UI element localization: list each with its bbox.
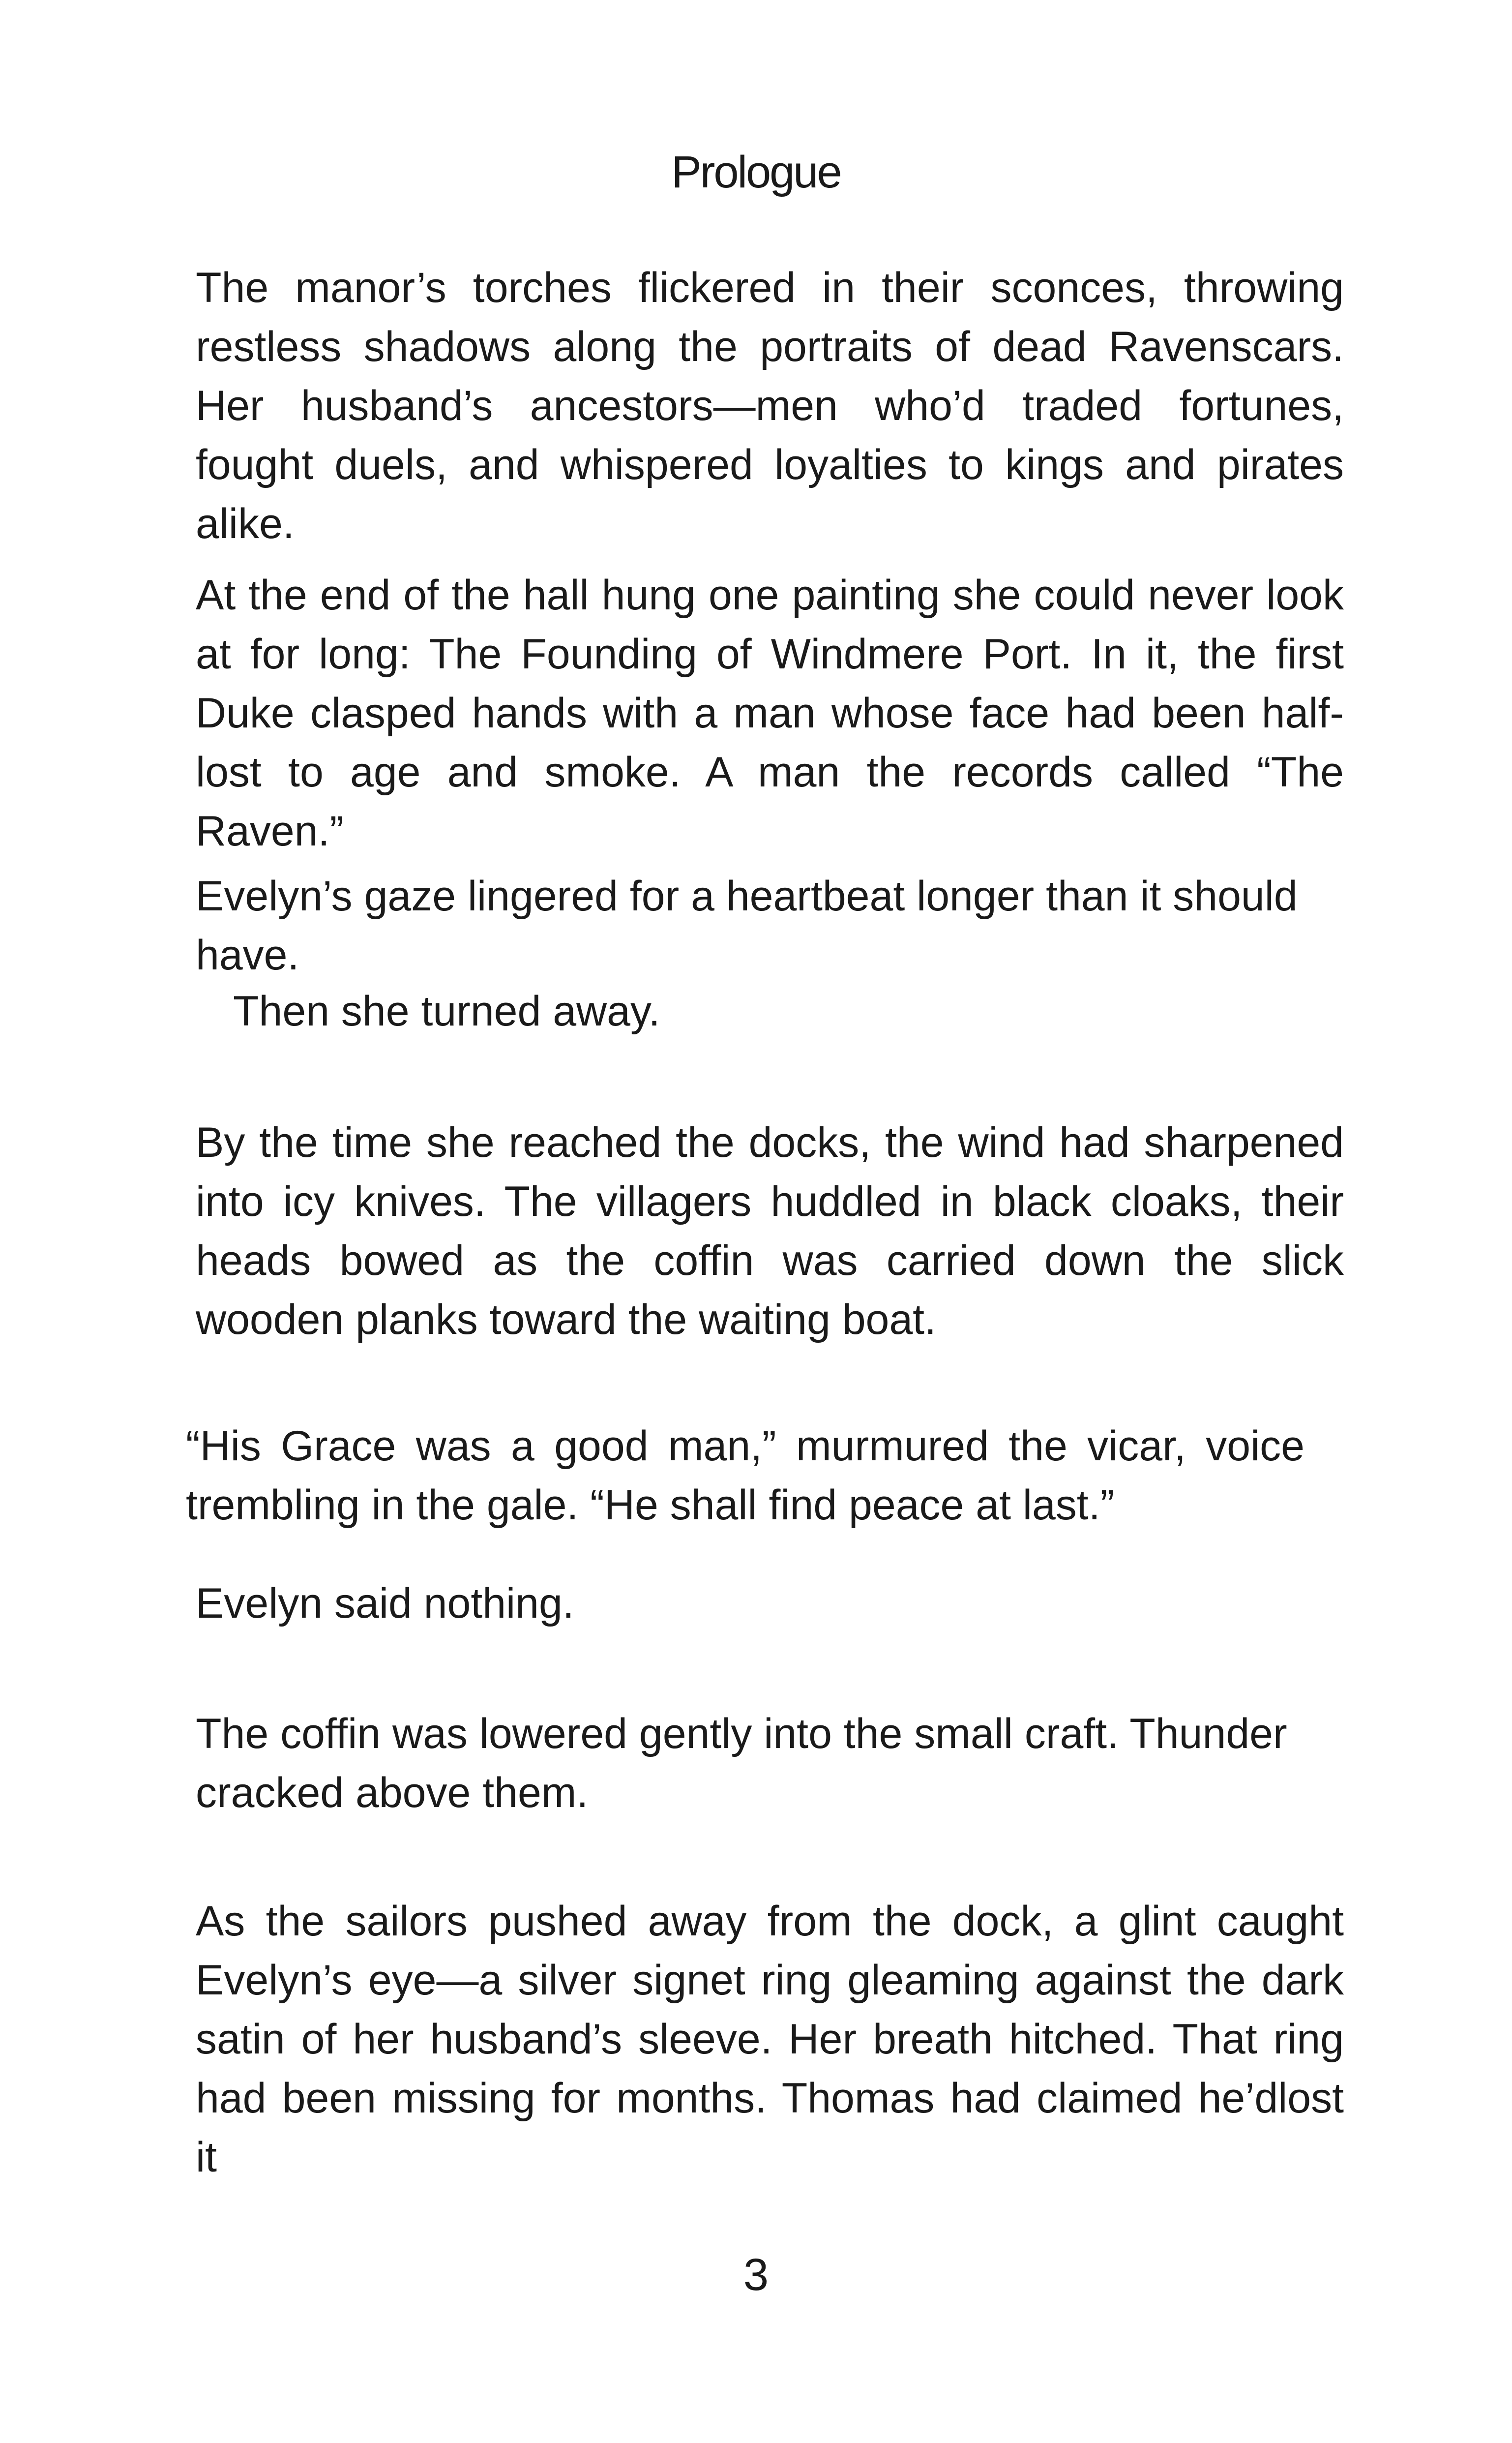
paragraph-docks: By the time she reached the docks, the wind had sharpened into icy knives. The villagers huddled in black cloaks, their heads bowed as the coffin was carried down the slick wooden planks toward the waiting boat. [196, 1119, 1344, 1343]
chapter-heading: Prologue [671, 147, 841, 197]
paragraph-said-nothing: Evelyn said nothing. [196, 1580, 574, 1627]
paragraph-evelyn-gaze: Evelyn’s gaze lingered for a heartbeat longer than it should have. [196, 873, 1298, 979]
paragraph-signet-ring: As the sailors pushed away from the dock, a glint caught Evelyn’s eye—a silver signet ring gleaming against the dark satin of her husband’s sleeve. Her breath hitched. That ring had been missing for months. Thomas had claimed he’dlost it [196, 1898, 1344, 2181]
page-number: 3 [743, 2250, 769, 2300]
paragraph-coffin-lowered: The coffin was lowered gently into the small craft. Thunder cracked above them. [196, 1710, 1287, 1816]
paragraph-manor-torches: The manor’s torches flickered in their sconces, throwing restless shadows along the portraits of dead Ravenscars. Her husband’s ancestors—men who’d traded fortunes, fought duels, and whispered loyalties to kings and pirates alike. [196, 264, 1344, 547]
paragraph-painting: At the end of the hall hung one painting she could never look at for long: The Founding of Windmere Port. In it, the first Duke clasped hands with a man whose face had been half-lost to age and smoke. A man the records called “The Raven.” [196, 572, 1344, 855]
paragraph-vicar-dialogue: “His Grace was a good man,” murmured the vicar, voice trembling in the gale. “He shall find peace at last.” [186, 1422, 1304, 1529]
paragraph-turned-away: Then she turned away. [233, 988, 660, 1035]
